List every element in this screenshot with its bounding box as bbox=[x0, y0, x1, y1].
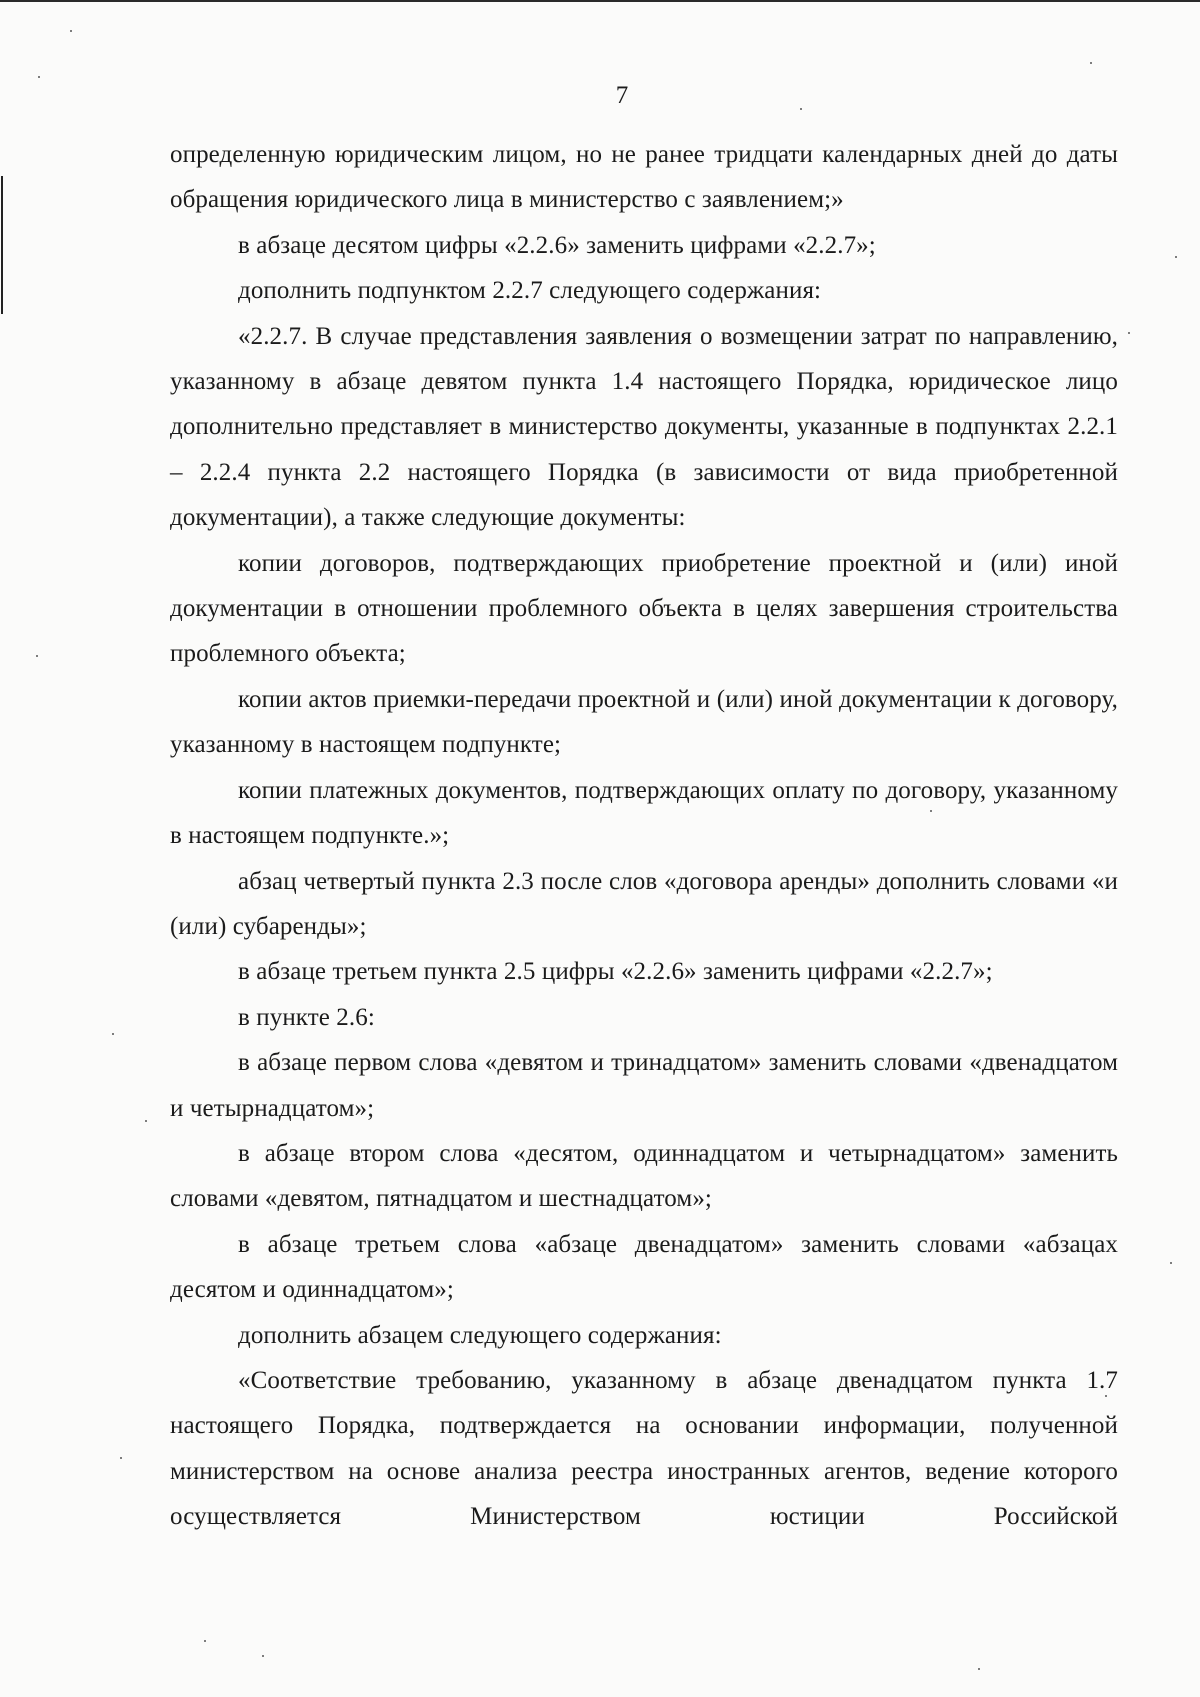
scan-speck bbox=[70, 30, 72, 32]
document-body bbox=[170, 132, 1118, 1540]
paragraph: дополнить подпунктом 2.2.7 следующего содержания: bbox=[238, 277, 822, 305]
paragraph: абзац четвертый пункта 2.3 после слов «договора аренды» дополнить словами «и (или) субаренды»; bbox=[170, 867, 1118, 940]
scan-speck bbox=[204, 1640, 206, 1642]
paragraph: в абзаце третьем слова «абзаце двенадцатом» заменить словами «абзацах десятом и одиннадцатом»; bbox=[170, 1230, 1118, 1304]
paragraph: в абзаце третьем пункта 2.5 цифры «2.2.6» заменить цифрами «2.2.7»; bbox=[238, 958, 993, 986]
paragraph: «2.2.7. В случае представления заявления о возмещении затрат по направлению, указанному в абзаце девятом пункта 1.4 настоящего Порядка, юридическое лицо дополнительно представляет в министерство документы, указанные в подпунктах 2.2.1 – 2.2.4 пункта 2.2 настоящего Порядка (в зависимости от вида приобретенной документации), а также следующие документы: bbox=[170, 322, 1118, 532]
scan-speck bbox=[112, 1033, 114, 1035]
scan-speck bbox=[145, 1120, 147, 1122]
scan-speck bbox=[1175, 256, 1177, 258]
paragraph: в пункте 2.6: bbox=[238, 1003, 375, 1031]
paragraph: в абзаце первом слова «девятом и тринадцатом» заменить словами «двенадцатом и четырнадцатом»; bbox=[170, 1049, 1118, 1122]
scan-left-margin-mark bbox=[1, 176, 3, 314]
scan-speck bbox=[36, 655, 38, 657]
scan-top-edge bbox=[0, 0, 1200, 2]
scan-speck bbox=[1128, 332, 1130, 334]
scan-speck bbox=[262, 1655, 264, 1657]
scan-speck bbox=[978, 1668, 980, 1670]
paragraph: дополнить абзацем следующего содержания: bbox=[238, 1321, 722, 1349]
paragraph: в абзаце втором слова «десятом, одиннадцатом и четырнадцатом» заменить словами «девятом, пятнадцатом и шестнадцатом»; bbox=[170, 1139, 1118, 1213]
paragraph: в абзаце десятом цифры «2.2.6» заменить цифрами «2.2.7»; bbox=[238, 231, 876, 259]
scan-speck bbox=[38, 76, 40, 78]
scan-speck bbox=[1170, 1262, 1172, 1264]
paragraph: копии актов приемки-передачи проектной и (или) иной документации к договору, указанному в настоящем подпункте; bbox=[170, 685, 1118, 759]
paragraph: копии договоров, подтверждающих приобретение проектной и (или) иной документации в отношении проблемного объекта в целях завершения строительства проблемного объекта; bbox=[170, 549, 1118, 668]
scan-speck bbox=[120, 1457, 122, 1459]
paragraph: «Соответствие требованию, указанному в абзаце двенадцатом пункта 1.7 настоящего Порядка, подтверждается на основании информации, полученной министерством на основе анализа реестра иностранных агентов, ведение которого осуществляется Министерством юстиции Российской bbox=[170, 1366, 1118, 1531]
paragraph: копии платежных документов, подтверждающих оплату по договору, указанному в настоящем подпункте.»; bbox=[170, 776, 1118, 850]
scan-speck bbox=[1090, 62, 1092, 64]
paragraph: определенную юридическим лицом, но не ранее тридцати календарных дней до даты обращения юридического лица в министерство с заявлением;» bbox=[170, 141, 1118, 214]
page-number: 7 bbox=[615, 82, 629, 109]
